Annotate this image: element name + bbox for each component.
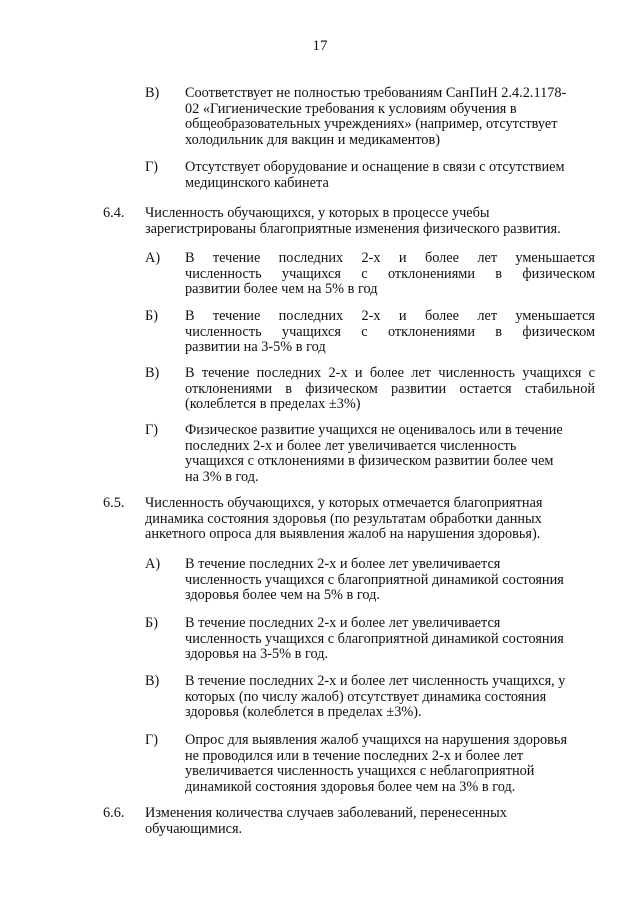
text-line: В течение последних 2-х и более лет увеличивается — [185, 556, 501, 572]
text-line: общеобразовательных учреждениях» (например, отсутствует — [185, 116, 558, 132]
section-number: 6.4. — [103, 205, 125, 221]
option-label: В) — [145, 673, 160, 689]
text-line: не проводился или в течение последних 2-х и более лет — [185, 747, 524, 764]
text-line: (колеблется в пределах ±3%) — [185, 396, 361, 412]
text-line: Опрос для выявления жалоб учащихся на нарушения здоровья — [185, 732, 568, 748]
option-label: В) — [145, 365, 160, 381]
text-line: здоровья более чем на 5% в год. — [185, 587, 380, 603]
section-number: 6.6. — [103, 805, 125, 821]
text-line: Физическое развитие учащихся не оценивалось или в течение — [185, 422, 563, 438]
text-line: динамика состояния здоровья (по результатам обработки данных — [145, 510, 542, 527]
text-line: численность учащихся с благоприятной динамикой состояния — [185, 630, 564, 647]
option-label: В) — [145, 85, 160, 101]
section-text — [145, 496, 597, 543]
text-line: холодильник для вакцин и медикаментов) — [185, 131, 440, 148]
text-line: медицинского кабинета — [185, 174, 329, 191]
text-line: 02 «Гигиенические требования к условиям обучения в — [185, 100, 517, 117]
text-line: увеличивается численность учащихся с неблагоприятной — [185, 763, 535, 779]
option-label: Г) — [145, 159, 159, 175]
option-text — [185, 366, 595, 413]
option-text — [185, 86, 595, 148]
text-line: В течение последних 2-х и более лет уменьшается — [185, 250, 595, 266]
option-text — [185, 251, 595, 298]
text-line: учащихся с отклонениями в физическом развитии более чем — [185, 453, 554, 469]
option-text — [185, 674, 595, 721]
option-text — [185, 733, 595, 795]
option-label: Г) — [145, 422, 159, 438]
text-line: последних 2-х и более лет увеличивается численность — [185, 437, 517, 454]
option-text — [185, 557, 595, 604]
text-line: здоровья (колеблется в пределах ±3%). — [185, 704, 422, 720]
text-line: отклонениями в физическом развитии остается стабильной — [185, 380, 595, 397]
text-line: Численность обучающихся, у которых в процессе учебы — [145, 205, 490, 221]
text-line: В течение последних 2-х и более лет численность учащихся, у — [185, 673, 566, 689]
text-line: которых (по числу жалоб) отсутствует динамика состояния — [185, 688, 547, 705]
option-text — [185, 616, 595, 663]
text-line: обучающимися. — [145, 820, 243, 837]
text-line: В течение последних 2-х и более лет уменьшается — [185, 308, 595, 324]
option-label: А) — [145, 556, 161, 572]
option-label: Б) — [145, 615, 158, 631]
text-line: развитии более чем на 5% в год — [185, 281, 378, 297]
option-label: А) — [145, 250, 161, 266]
text-line: на 3% в год. — [185, 468, 259, 485]
text-line: здоровья на 3-5% в год. — [185, 646, 329, 662]
text-line: численность учащихся с отклонениями в физическом — [185, 265, 595, 282]
text-line: Численность обучающихся, у которых отмечается благоприятная — [145, 495, 543, 511]
text-line: зарегистрированы благоприятные изменения физического развития. — [145, 220, 561, 237]
text-line: В течение последних 2-х и более лет увеличивается — [185, 615, 501, 631]
text-line: динамикой состояния здоровья более чем на 3% в год. — [185, 778, 516, 795]
text-line: развитии на 3-5% в год — [185, 339, 326, 355]
text-line: В течение последних 2-х и более лет численность учащихся с — [185, 365, 595, 381]
text-line: Отсутствует оборудование и оснащение в связи с отсутствием — [185, 159, 565, 175]
section-number: 6.5. — [103, 495, 125, 511]
text-line: численность учащихся с отклонениями в физическом — [185, 323, 595, 340]
option-text — [185, 160, 595, 191]
option-label: Б) — [145, 308, 158, 324]
page-number: 17 — [312, 38, 328, 54]
section-text — [145, 206, 597, 237]
text-line: Изменения количества случаев заболеваний, перенесенных — [145, 805, 507, 821]
text-line: анкетного опроса для выявления жалоб на нарушения здоровья). — [145, 526, 541, 542]
option-text — [185, 423, 595, 485]
option-text — [185, 309, 595, 356]
text-line: численность учащихся с благоприятной динамикой состояния — [185, 571, 564, 588]
option-label: Г) — [145, 732, 159, 748]
section-text — [145, 806, 597, 837]
text-line: Соответствует не полностью требованиям СанПиН 2.4.2.1178- — [185, 85, 567, 101]
